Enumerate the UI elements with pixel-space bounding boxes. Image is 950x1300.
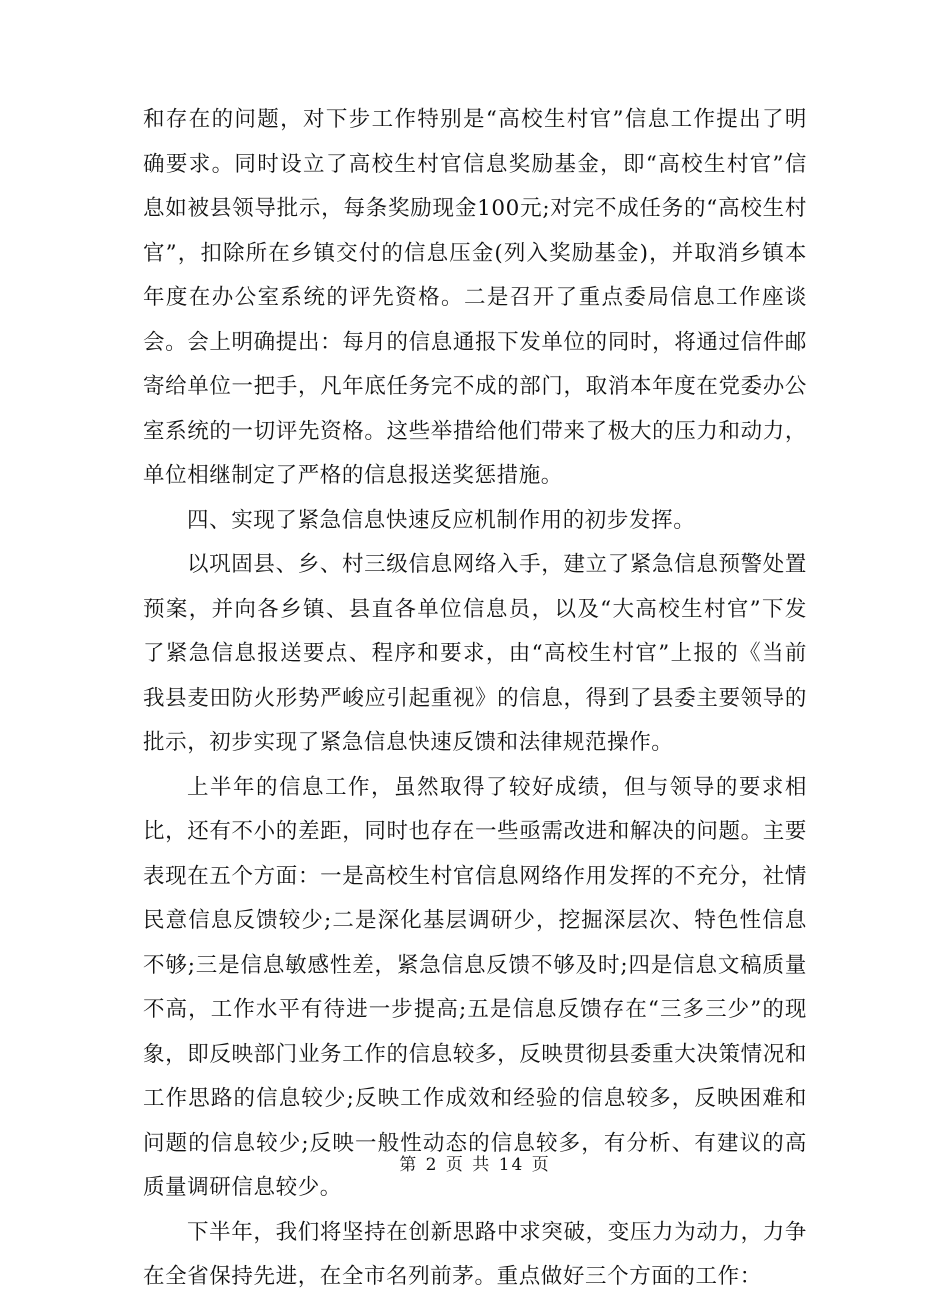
paragraph-shortcomings: 上半年的信息工作，虽然取得了较好成绩，但与领导的要求相比，还有不小的差距，同时也存在一些亟需改进和解决的问题。主要表现在五个方面：一是高校生村官信息网络作用发挥的不充分，社情民意信息反馈较少;二是深化基层调研少，挖掘深层次、特色性信息不够;三是信息敏感性差，紧急信息反馈不够及时;四是信息文稿质量不高，工作水平有待进一步提高;五是信息反馈存在“三多三少”的现象，即反映部门业务工作的信息较多，反映贯彻县委重大决策情况和工作思路的信息较少;反映工作成效和经验的信息较多，反映困难和问题的信息较少;反映一般性动态的信息较多，有分析、有建议的高质量调研信息较少。: [143, 774, 807, 1200]
paragraph-emergency-info: 以巩固县、乡、村三级信息网络入手，建立了紧急信息预警处置预案，并向各乡镇、县直各单位信息员，以及“大高校生村官”下发了紧急信息报送要点、程序和要求，由“高校生村官”上报的《当前我县麦田防火形势严峻应引起重视》的信息，得到了县委主要领导的批示，初步实现了紧急信息快速反馈和法律规范操作。: [143, 552, 807, 755]
paragraph-continuation: 和存在的问题，对下步工作特别是“高校生村官”信息工作提出了明确要求。同时设立了高校生村官信息奖励基金，即“高校生村官”信息如被县领导批示，每条奖励现金100元;对完不成任务的“高校生村官”，扣除所在乡镇交付的信息压金(列入奖励基金)，并取消乡镇本年度在办公室系统的评先资格。二是召开了重点委局信息工作座谈会。会上明确提出：每月的信息通报下发单位的同时，将通过信件邮寄给单位一把手，凡年底任务完不成的部门，取消本年度在党委办公室系统的一切评先资格。这些举措给他们带来了极大的压力和动力，单位相继制定了严格的信息报送奖惩措施。: [143, 107, 807, 488]
document-body: [143, 98, 807, 1300]
paragraph-second-half-plan: 下半年，我们将坚持在创新思路中求突破，变压力为动力，力争在全省保持先进，在全市名列前茅。重点做好三个方面的工作：: [143, 1219, 807, 1289]
page-number-footer: 第 2 页 共 14 页: [399, 1155, 551, 1175]
section-heading-four: 四、实现了紧急信息快速反应机制作用的初步发挥。: [187, 507, 696, 533]
